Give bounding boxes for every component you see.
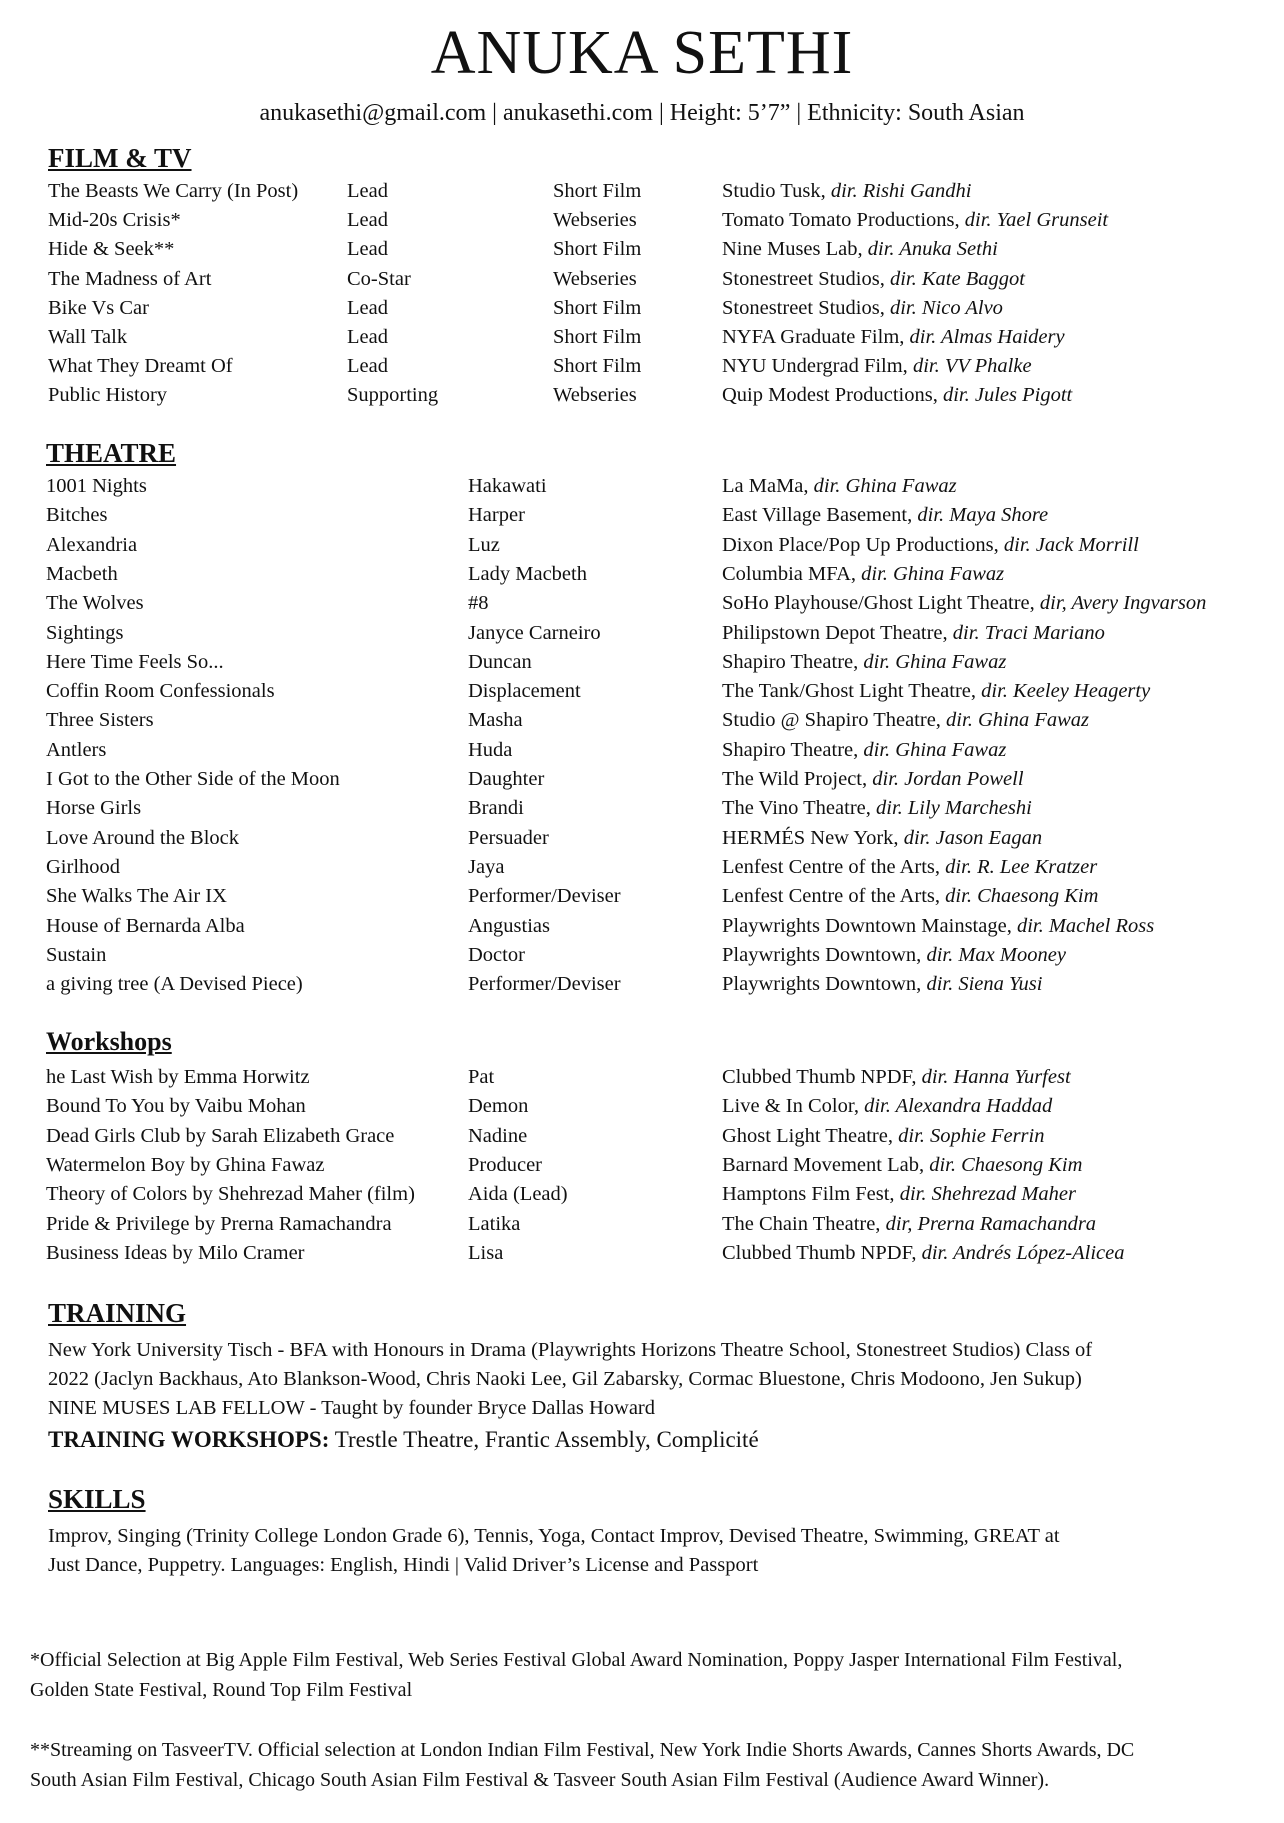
credit-company xyxy=(722,326,1065,349)
credit-role: Daughter xyxy=(468,768,545,790)
credit-company xyxy=(722,1095,1052,1118)
film-tv-row xyxy=(0,384,1284,413)
credit-role: Producer xyxy=(468,1153,543,1176)
training-section xyxy=(48,1336,1092,1454)
credit-company xyxy=(722,504,1048,527)
credit-role: Janyce Carneiro xyxy=(468,621,601,644)
credit-company xyxy=(722,355,1032,378)
footnote-1 xyxy=(30,1645,1255,1705)
company-name: The Chain Theatre, xyxy=(722,1212,886,1235)
company-name: HERMÉS New York, xyxy=(722,826,904,849)
company-name: Shapiro Theatre, xyxy=(722,650,864,673)
training-line-1: New York University Tisch - BFA with Honours in Drama (Playwrights Horizons Theatre School, Stonestreet Studios) Class of xyxy=(48,1339,1093,1361)
credit-company xyxy=(722,1183,1076,1206)
credit-company xyxy=(722,680,1150,703)
credit-company xyxy=(722,297,1003,320)
training-line-3: NINE MUSES LAB FELLOW - Taught by founder Bryce Dallas Howard xyxy=(48,1397,656,1419)
credit-title: Mid-20s Crisis* xyxy=(48,209,181,232)
company-name: Philipstown Depot Theatre, xyxy=(722,621,953,644)
theatre-row xyxy=(0,534,1284,563)
credit-company xyxy=(722,268,1025,291)
credit-company xyxy=(722,209,1108,232)
credit-type: Short Film xyxy=(553,180,642,202)
director-name: dir, Avery Ingvarson xyxy=(1039,592,1207,615)
director-name: dir, Prerna Ramachandra xyxy=(885,1212,1097,1235)
credit-type: Webseries xyxy=(553,384,637,407)
theatre-row xyxy=(0,827,1284,856)
company-name: NYU Undergrad Film, xyxy=(722,355,913,378)
credit-role: Luz xyxy=(468,533,500,556)
credit-title: Love Around the Block xyxy=(46,826,240,849)
credit-type: Webseries xyxy=(553,209,637,232)
credit-company xyxy=(722,475,957,498)
credit-role: #8 xyxy=(468,592,489,615)
director-name: dir. Siena Yusi xyxy=(926,973,1043,996)
company-name: East Village Basement, xyxy=(722,504,918,527)
credit-company xyxy=(722,856,1097,879)
credit-title: Sightings xyxy=(46,621,124,644)
workshops-row xyxy=(0,1154,1284,1183)
credit-title: What They Dreamt Of xyxy=(48,355,233,378)
credit-role: Masha xyxy=(468,709,523,732)
director-name: dir. Jules Pigott xyxy=(942,384,1073,407)
training-line-2: 2022 (Jaclyn Backhaus, Ato Blankson-Wood, Chris Naoki Lee, Gil Zabarsky, Cormac Bluestone, Chris Modoono, Jen Sukup) xyxy=(48,1368,1082,1390)
film-tv-row xyxy=(0,209,1284,238)
director-name: dir. Ghina Fawaz xyxy=(863,738,1007,761)
skills-line-2: Just Dance, Puppetry. Languages: English, Hindi | Valid Driver’s License and Passport xyxy=(48,1554,759,1576)
credit-role: Lead xyxy=(347,180,388,202)
footnote-2-line-2: South Asian Film Festival, Chicago South Asian Film Festival & Tasveer South Asian Film Festival (Audience Award Winner). xyxy=(30,1769,1050,1791)
theatre-row xyxy=(0,475,1284,504)
company-name: Playwrights Downtown Mainstage, xyxy=(722,914,1017,937)
credit-company xyxy=(722,1125,1044,1148)
credit-role: Lisa xyxy=(468,1241,504,1264)
credit-company xyxy=(722,622,1105,645)
company-name: Barnard Movement Lab, xyxy=(722,1153,930,1176)
credit-title: Public History xyxy=(48,384,168,407)
film-tv-row xyxy=(0,238,1284,267)
director-name: dir. Andrés López-Alicea xyxy=(921,1241,1125,1264)
company-name: Columbia MFA, xyxy=(722,562,862,585)
film-tv-row xyxy=(0,297,1284,326)
company-name: Playwrights Downtown, xyxy=(722,973,927,996)
theatre-row xyxy=(0,563,1284,592)
credit-role: Persuader xyxy=(468,826,549,849)
company-name: Nine Muses Lab, xyxy=(722,238,868,261)
credit-role: Performer/Deviser xyxy=(468,973,621,996)
director-name: dir. Ghina Fawaz xyxy=(861,562,1005,585)
footnote-2 xyxy=(30,1735,1255,1795)
credit-type: Short Film xyxy=(553,355,642,378)
director-name: dir. Max Mooney xyxy=(926,943,1066,966)
credit-company xyxy=(722,1154,1082,1177)
credit-role: Huda xyxy=(468,738,513,761)
theatre-heading: THEATRE xyxy=(46,438,177,468)
resume-name: ANUKA SETHI xyxy=(430,19,854,87)
director-name: dir. Shehrezad Maher xyxy=(899,1183,1077,1206)
theatre-row xyxy=(0,651,1284,680)
theatre-row xyxy=(0,856,1284,885)
company-name: Tomato Tomato Productions, xyxy=(722,209,965,232)
credit-company xyxy=(722,797,1032,820)
director-name: dir. Anuka Sethi xyxy=(867,238,998,261)
company-name: Live & In Color, xyxy=(722,1095,865,1118)
director-name: dir. Rishi Gandhi xyxy=(830,180,972,202)
company-name: The Wild Project, xyxy=(722,768,873,790)
credit-company xyxy=(722,768,1024,791)
credit-company xyxy=(722,709,1089,732)
credit-title: a giving tree (A Devised Piece) xyxy=(46,973,303,996)
credit-role: Nadine xyxy=(468,1124,528,1147)
credit-company xyxy=(722,534,1139,557)
workshops-row xyxy=(0,1125,1284,1154)
credit-title: Sustain xyxy=(46,943,107,966)
company-name: Stonestreet Studios, xyxy=(722,267,890,290)
credit-title: Here Time Feels So... xyxy=(46,650,224,673)
director-name: dir. Ghina Fawaz xyxy=(946,709,1089,732)
credit-title: 1001 Nights xyxy=(46,475,147,497)
company-name: Stonestreet Studios, xyxy=(722,296,890,319)
credit-role: Pat xyxy=(468,1066,495,1088)
credit-title: The Wolves xyxy=(46,592,144,615)
credit-role: Doctor xyxy=(468,943,525,966)
credit-role: Harper xyxy=(468,504,525,527)
director-name: dir. Sophie Ferrin xyxy=(898,1124,1045,1147)
director-name: dir. Lily Marcheshi xyxy=(876,797,1032,820)
director-name: dir. Yael Grunseit xyxy=(964,209,1109,232)
credit-title: Bitches xyxy=(46,504,108,527)
theatre-row xyxy=(0,944,1284,973)
credit-title: Dead Girls Club by Sarah Elizabeth Grace xyxy=(46,1124,395,1147)
director-name: dir. Machel Ross xyxy=(1016,914,1155,937)
director-name: dir. Maya Shore xyxy=(917,504,1049,527)
credit-company xyxy=(722,1242,1125,1265)
theatre-row xyxy=(0,739,1284,768)
credit-title: Business Ideas by Milo Cramer xyxy=(46,1241,305,1264)
theatre-row xyxy=(0,592,1284,621)
company-name: Lenfest Centre of the Arts, xyxy=(722,855,946,878)
credit-role: Co-Star xyxy=(347,267,411,290)
footnote-1-line-1: *Official Selection at Big Apple Film Festival, Web Series Festival Global Award Nomination, Poppy Jasper International Film Festival, xyxy=(30,1649,1123,1671)
credit-title: Girlhood xyxy=(46,855,121,878)
theatre-row xyxy=(0,973,1284,1002)
skills-section xyxy=(48,1522,1060,1580)
credit-title: Coffin Room Confessionals xyxy=(46,680,275,703)
credit-title: Horse Girls xyxy=(46,797,142,820)
credit-role: Supporting xyxy=(347,384,439,407)
credit-title: I Got to the Other Side of the Moon xyxy=(46,768,340,790)
company-name: Hamptons Film Fest, xyxy=(722,1183,900,1206)
director-name: dir. Jordan Powell xyxy=(872,768,1024,790)
workshops-row xyxy=(0,1066,1284,1095)
theatre-row xyxy=(0,797,1284,826)
credit-type: Webseries xyxy=(553,267,637,290)
company-name: The Tank/Ghost Light Theatre, xyxy=(722,680,982,703)
credit-role: Lady Macbeth xyxy=(468,562,587,585)
film-tv-row xyxy=(0,180,1284,209)
credit-company xyxy=(722,944,1066,967)
company-name: Playwrights Downtown, xyxy=(722,943,927,966)
credit-role: Lead xyxy=(347,238,388,261)
workshops-row xyxy=(0,1095,1284,1124)
credit-role: Jaya xyxy=(468,855,505,878)
director-name: dir. Chaesong Kim xyxy=(929,1153,1083,1176)
company-name: Quip Modest Productions, xyxy=(722,384,943,407)
company-name: Lenfest Centre of the Arts, xyxy=(722,885,946,908)
credit-title: House of Bernarda Alba xyxy=(46,914,245,937)
credit-company xyxy=(722,827,1042,850)
theatre-row xyxy=(0,622,1284,651)
credit-title: Bound To You by Vaibu Mohan xyxy=(46,1095,306,1118)
theatre-row xyxy=(0,885,1284,914)
director-name: dir. Chaesong Kim xyxy=(945,885,1099,908)
footnote-1-line-2: Golden State Festival, Round Top Film Festival xyxy=(30,1679,413,1701)
credit-role: Lead xyxy=(347,209,388,232)
credit-title: The Madness of Art xyxy=(48,267,212,290)
credit-company xyxy=(722,1213,1096,1236)
training-heading: TRAINING xyxy=(48,1298,187,1328)
director-name: dir. Hanna Yurfest xyxy=(921,1066,1071,1088)
footnote-2-line-1: **Streaming on TasveerTV. Official selection at London Indian Film Festival, New York Indie Shorts Awards, Cannes Shorts Awards, DC xyxy=(30,1739,1135,1761)
workshops-row xyxy=(0,1242,1284,1271)
director-name: dir. Nico Alvo xyxy=(889,296,1003,319)
director-name: dir. Kate Baggot xyxy=(889,267,1025,290)
credit-title: he Last Wish by Emma Horwitz xyxy=(46,1066,310,1088)
theatre-row xyxy=(0,915,1284,944)
company-name: Dixon Place/Pop Up Productions, xyxy=(722,533,1004,556)
training-workshops-label: TRAINING WORKSHOPS: xyxy=(48,1427,330,1452)
theatre-row xyxy=(0,709,1284,738)
credit-company xyxy=(722,915,1154,938)
company-name: NYFA Graduate Film, xyxy=(722,326,910,348)
credit-company xyxy=(722,973,1042,996)
credit-title: Watermelon Boy by Ghina Fawaz xyxy=(46,1153,325,1176)
director-name: dir. Ghina Fawaz xyxy=(863,650,1007,673)
credit-company xyxy=(722,1066,1071,1089)
credit-company xyxy=(722,563,1004,586)
credit-type: Short Film xyxy=(553,326,642,348)
credit-company xyxy=(722,592,1206,615)
director-name: dir. Ghina Fawaz xyxy=(813,475,957,497)
credit-title: Alexandria xyxy=(46,533,138,556)
theatre-row xyxy=(0,768,1284,797)
company-name: La MaMa, xyxy=(722,475,814,497)
director-name: dir. Traci Mariano xyxy=(952,621,1105,644)
director-name: dir. Almas Haidery xyxy=(909,326,1065,348)
company-name: Ghost Light Theatre, xyxy=(722,1124,899,1147)
credit-role: Displacement xyxy=(468,680,581,703)
film-tv-row xyxy=(0,326,1284,355)
skills-line-1: Improv, Singing (Trinity College London Grade 6), Tennis, Yoga, Contact Improv, Devised Theatre, Swimming, GREAT at xyxy=(48,1525,1060,1547)
company-name: Studio Tusk, xyxy=(722,180,831,202)
credit-title: Antlers xyxy=(46,738,107,761)
director-name: dir. Alexandra Haddad xyxy=(864,1095,1053,1118)
credit-role: Brandi xyxy=(468,797,524,820)
credit-role: Lead xyxy=(347,296,388,319)
credit-title: Hide & Seek** xyxy=(48,238,175,261)
credit-role: Duncan xyxy=(468,650,532,673)
credit-role: Angustias xyxy=(468,914,550,937)
film-tv-row xyxy=(0,268,1284,297)
director-name: dir. Keeley Heagerty xyxy=(981,680,1151,703)
credit-role: Lead xyxy=(347,326,388,348)
workshops-row xyxy=(0,1183,1284,1212)
company-name: Clubbed Thumb NPDF, xyxy=(722,1241,922,1264)
credit-company xyxy=(722,180,972,203)
credit-role: Hakawati xyxy=(468,475,547,497)
credit-company xyxy=(722,238,998,261)
credit-role: Latika xyxy=(468,1212,521,1235)
director-name: dir. VV Phalke xyxy=(912,355,1032,378)
film-tv-row xyxy=(0,355,1284,384)
director-name: dir. Jason Eagan xyxy=(903,826,1043,849)
training-workshops-value: Trestle Theatre, Frantic Assembly, Complicité xyxy=(329,1427,759,1452)
credit-role: Lead xyxy=(347,355,388,378)
credit-company xyxy=(722,739,1006,762)
training-workshops xyxy=(48,1425,1092,1454)
credit-type: Short Film xyxy=(553,238,642,261)
credit-title: Macbeth xyxy=(46,562,118,585)
company-name: The Vino Theatre, xyxy=(722,797,876,820)
credit-role: Performer/Deviser xyxy=(468,885,621,908)
theatre-row xyxy=(0,680,1284,709)
theatre-row xyxy=(0,504,1284,533)
credit-title: Theory of Colors by Shehrezad Maher (film) xyxy=(46,1183,415,1206)
credit-title: Wall Talk xyxy=(48,326,128,348)
credit-role: Aida (Lead) xyxy=(468,1183,568,1206)
credit-title: Bike Vs Car xyxy=(48,296,149,319)
director-name: dir. Jack Morrill xyxy=(1003,533,1139,556)
skills-heading: SKILLS xyxy=(48,1484,146,1514)
director-name: dir. R. Lee Kratzer xyxy=(945,855,1098,878)
company-name: SoHo Playhouse/Ghost Light Theatre, xyxy=(722,592,1040,615)
credit-title: The Beasts We Carry (In Post) xyxy=(48,180,299,202)
company-name: Studio @ Shapiro Theatre, xyxy=(722,709,947,732)
workshops-row xyxy=(0,1213,1284,1242)
credit-company xyxy=(722,384,1072,407)
workshops-heading: Workshops xyxy=(46,1027,172,1056)
credit-type: Short Film xyxy=(553,296,642,319)
credit-role: Demon xyxy=(468,1095,529,1118)
credit-company xyxy=(722,885,1098,908)
company-name: Shapiro Theatre, xyxy=(722,738,864,761)
film-tv-heading: FILM & TV xyxy=(48,143,192,173)
credit-title: Pride & Privilege by Prerna Ramachandra xyxy=(46,1212,392,1235)
company-name: Clubbed Thumb NPDF, xyxy=(722,1066,922,1088)
credit-company xyxy=(722,651,1006,674)
credit-title: She Walks The Air IX xyxy=(46,885,227,908)
contact-line: anukasethi@gmail.com | anukasethi.com | Height: 5’7” | Ethnicity: South Asian xyxy=(259,100,1025,126)
credit-title: Three Sisters xyxy=(46,709,154,732)
